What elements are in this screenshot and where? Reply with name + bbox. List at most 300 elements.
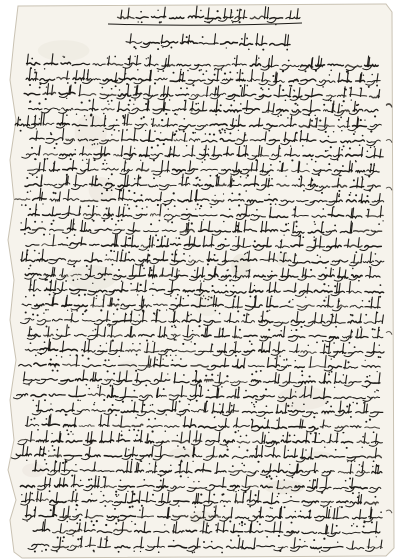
ink-dot	[29, 101, 31, 103]
ink-dot	[316, 342, 318, 344]
ink-dot	[47, 158, 49, 160]
ink-dot	[157, 239, 159, 241]
ink-dot	[32, 313, 34, 315]
ink-dot	[174, 113, 176, 115]
ink-dot	[309, 480, 310, 481]
ink-dot	[198, 103, 200, 105]
ink-dot	[115, 494, 117, 496]
ink-dot	[345, 480, 347, 482]
ink-dot	[227, 449, 229, 451]
ink-dot	[153, 159, 155, 161]
ink-dot	[75, 464, 76, 465]
ink-dot	[271, 178, 273, 180]
ink-dot	[346, 121, 348, 123]
ink-dot	[170, 295, 172, 297]
ink-dot	[76, 114, 77, 115]
ink-dot	[111, 298, 112, 299]
ink-dot	[265, 389, 267, 391]
ink-dot	[244, 491, 246, 493]
ink-dot	[293, 208, 295, 210]
ink-dot	[88, 479, 90, 481]
ink-dot	[70, 431, 72, 433]
ink-dot	[169, 99, 170, 100]
ink-dot	[254, 240, 256, 242]
ink-dot	[244, 145, 245, 146]
ink-dot	[130, 283, 132, 285]
ink-dot	[80, 480, 82, 482]
ink-dot	[66, 98, 67, 99]
ink-dot	[354, 460, 355, 461]
ink-dot	[98, 385, 99, 386]
ink-dot	[105, 524, 107, 526]
ink-dot	[157, 204, 159, 206]
ink-dot	[333, 342, 335, 344]
ink-dot	[233, 100, 235, 102]
ink-dot	[20, 130, 22, 132]
ink-dot	[343, 374, 345, 376]
ink-dot	[80, 400, 81, 401]
ink-dot	[200, 205, 202, 207]
ink-dot	[314, 432, 315, 433]
ink-dot	[220, 132, 222, 134]
ink-dot	[349, 478, 351, 480]
ink-dot	[192, 148, 193, 149]
ink-dot	[173, 72, 175, 74]
ink-dot	[136, 354, 138, 356]
ink-dot	[362, 436, 364, 438]
ink-dot	[262, 49, 264, 51]
ink-dot	[140, 11, 142, 13]
ink-dot	[213, 134, 215, 136]
ink-dot	[107, 100, 109, 102]
ink-dot	[89, 388, 90, 389]
ink-dot	[153, 177, 155, 179]
ink-dot	[311, 159, 313, 161]
ink-dot	[154, 418, 156, 420]
ink-dot	[98, 476, 100, 478]
ink-dot	[234, 431, 236, 433]
ink-dot	[199, 179, 201, 181]
ink-dot	[75, 489, 77, 491]
ink-dot	[368, 86, 370, 88]
ink-dot	[96, 295, 98, 297]
ink-dot	[213, 494, 215, 496]
paper-stain	[306, 451, 332, 459]
ink-dot	[130, 314, 132, 316]
ink-dot	[310, 269, 312, 271]
ink-dot	[106, 163, 107, 164]
ink-dot	[305, 449, 307, 451]
ink-dot	[241, 463, 243, 465]
ink-dot	[239, 329, 241, 331]
ink-dot	[296, 226, 298, 228]
ink-dot	[247, 252, 249, 254]
ink-dot	[157, 144, 159, 146]
ink-dot	[67, 521, 69, 523]
ink-dot	[183, 118, 185, 120]
ink-dot	[240, 435, 242, 437]
ink-dot	[115, 523, 117, 525]
ink-dot	[216, 88, 218, 90]
ink-dot	[341, 506, 343, 508]
ink-dot	[29, 265, 31, 267]
ink-dot	[45, 279, 47, 281]
ink-dot	[91, 478, 93, 480]
ink-dot	[279, 147, 281, 149]
ink-dot	[251, 402, 253, 404]
ink-dot	[174, 325, 176, 327]
ink-dot	[354, 346, 356, 348]
ink-dot	[31, 493, 33, 495]
ink-dot	[129, 99, 131, 101]
ink-dot	[186, 223, 188, 225]
ink-dot	[369, 375, 371, 377]
ink-dot	[187, 70, 189, 72]
ink-dot	[224, 73, 226, 75]
ink-dot	[158, 71, 159, 72]
ink-dot	[173, 192, 175, 194]
ink-dot	[322, 491, 323, 492]
ink-dot	[358, 280, 360, 282]
ink-dot	[29, 208, 31, 210]
ink-dot	[268, 88, 270, 90]
ink-dot	[200, 494, 202, 496]
ink-dot	[290, 85, 292, 87]
ink-dot	[177, 294, 179, 296]
ink-dot	[319, 120, 321, 122]
ink-dot	[133, 104, 134, 105]
ink-dot	[100, 309, 102, 311]
ink-dot	[196, 400, 198, 402]
ink-dot	[222, 328, 224, 330]
ink-dot	[214, 506, 215, 507]
ink-dot	[133, 493, 135, 495]
ink-dot	[67, 82, 69, 84]
ink-dot	[195, 506, 196, 507]
ink-dot	[72, 279, 74, 281]
ink-dot	[323, 538, 325, 540]
ink-dot	[68, 327, 70, 329]
ink-dot	[292, 402, 294, 404]
ink-dot	[249, 295, 251, 297]
ink-dot	[277, 496, 278, 497]
ink-dot	[143, 404, 145, 406]
ink-dot	[305, 70, 307, 72]
ink-dot	[370, 131, 372, 133]
ink-dot	[159, 176, 160, 177]
ink-dot	[233, 285, 235, 287]
ink-dot	[211, 541, 213, 543]
ink-dot	[290, 496, 292, 498]
ink-dot	[344, 88, 346, 90]
ink-dot	[111, 100, 113, 102]
ink-dot	[343, 145, 345, 147]
ink-dot	[284, 506, 286, 508]
ink-dot	[227, 269, 229, 271]
ink-dot	[175, 326, 177, 328]
ink-dot	[367, 209, 369, 211]
ink-dot	[205, 375, 207, 377]
ink-dot	[364, 522, 365, 523]
ink-dot	[134, 148, 135, 149]
ink-dot	[207, 389, 209, 391]
ink-dot	[96, 298, 97, 299]
ink-dot	[64, 56, 65, 57]
ink-dot	[302, 145, 304, 147]
ink-dot	[315, 118, 317, 120]
ink-dot	[382, 220, 383, 221]
ink-dot	[93, 550, 95, 552]
ink-dot	[278, 493, 280, 495]
ink-dot	[109, 325, 110, 326]
ink-dot	[349, 342, 351, 344]
ink-dot	[311, 179, 313, 181]
ink-dot	[276, 476, 278, 478]
ink-dot	[110, 385, 112, 387]
ink-dot	[164, 524, 165, 525]
ink-dot	[355, 160, 356, 161]
ink-dot	[187, 295, 189, 297]
ink-dot	[205, 133, 206, 134]
ink-dot	[97, 387, 99, 389]
ink-dot	[251, 419, 253, 421]
ink-dot	[334, 225, 336, 227]
ink-dot	[199, 294, 201, 296]
ink-dot	[339, 194, 340, 195]
ink-dot	[319, 433, 320, 434]
ink-dot	[43, 234, 45, 236]
paper-stain	[276, 252, 288, 266]
ink-dot	[191, 341, 192, 342]
ink-dot	[369, 266, 370, 267]
ink-dot	[279, 161, 281, 163]
ink-dot	[375, 253, 377, 255]
ink-dot	[53, 192, 55, 194]
paper-stain	[231, 254, 250, 279]
ink-dot	[114, 129, 116, 131]
ink-dot	[346, 447, 348, 449]
ink-dot	[184, 449, 185, 450]
ink-dot	[356, 526, 358, 528]
ink-dot	[120, 479, 122, 481]
ink-dot	[278, 535, 280, 537]
ink-dot	[139, 314, 140, 315]
ink-dot	[137, 69, 139, 71]
ink-dot	[157, 10, 158, 11]
ink-dot	[217, 389, 219, 391]
ink-dot	[134, 523, 136, 525]
ink-dot	[124, 204, 125, 205]
ink-dot	[128, 104, 130, 106]
ink-dot	[171, 221, 173, 223]
ink-dot	[215, 524, 217, 526]
ink-dot	[183, 374, 185, 376]
ink-dot	[268, 130, 270, 132]
ink-dot	[159, 21, 161, 23]
ink-dot	[25, 296, 27, 298]
ink-dot	[129, 158, 131, 160]
ink-dot	[266, 405, 268, 407]
ink-dot	[111, 189, 113, 191]
ink-dot	[325, 402, 327, 404]
ink-dot	[255, 371, 257, 373]
ink-dot	[90, 114, 92, 116]
ink-dot	[200, 10, 201, 11]
ink-dot	[240, 103, 242, 105]
ink-dot	[150, 223, 152, 225]
ink-dot	[325, 150, 327, 152]
ink-dot	[137, 294, 138, 295]
ink-dot	[364, 119, 365, 120]
ink-dot	[92, 330, 93, 331]
ink-dot	[156, 359, 158, 361]
ink-dot	[44, 459, 46, 461]
ink-dot	[195, 132, 196, 133]
ink-dot	[255, 401, 257, 403]
ink-dot	[291, 159, 293, 161]
ink-dot	[211, 374, 213, 376]
ink-dot	[238, 430, 240, 432]
paper-stain	[75, 114, 107, 150]
ink-dot	[374, 329, 376, 331]
ink-dot	[233, 180, 235, 182]
ink-dot	[288, 60, 290, 62]
ink-dot	[206, 70, 208, 72]
ink-dot	[192, 84, 194, 86]
ink-dot	[335, 449, 337, 451]
ink-dot	[180, 475, 182, 477]
ink-dot	[304, 541, 305, 542]
ink-dot	[204, 159, 206, 161]
ink-dot	[21, 204, 23, 206]
ink-dot	[338, 190, 340, 192]
ink-dot	[57, 370, 59, 372]
ink-dot	[81, 102, 83, 104]
ink-dot	[116, 119, 118, 121]
ink-dot	[113, 313, 114, 314]
ink-dot	[30, 284, 31, 285]
ink-dot	[102, 163, 104, 165]
ink-dot	[134, 551, 135, 552]
ink-dot	[300, 510, 302, 512]
ink-dot	[151, 118, 152, 119]
ink-dot	[126, 314, 127, 315]
ink-dot	[52, 445, 54, 447]
ink-dot	[336, 525, 338, 527]
ink-dot	[285, 252, 287, 254]
ink-dot	[175, 355, 176, 356]
ink-dot	[288, 223, 289, 224]
ink-dot	[333, 356, 335, 358]
ink-dot	[36, 176, 38, 178]
ink-dot	[167, 221, 168, 222]
ink-dot	[138, 178, 140, 180]
ink-dot	[136, 205, 138, 207]
ink-dot	[331, 314, 332, 315]
ink-dot	[209, 133, 211, 135]
ink-dot	[170, 148, 171, 149]
ink-dot	[145, 103, 147, 105]
ink-dot	[294, 103, 296, 105]
ink-dot	[84, 310, 86, 312]
ink-dot	[367, 151, 369, 153]
ink-dot	[86, 265, 88, 267]
ink-dot	[338, 300, 340, 302]
ink-dot	[284, 479, 286, 481]
ink-dot	[183, 446, 185, 448]
ink-dot	[370, 147, 372, 149]
ink-dot	[371, 74, 373, 76]
ink-dot	[114, 508, 116, 510]
ink-dot	[39, 118, 40, 119]
ink-dot	[282, 89, 284, 91]
ink-dot	[34, 71, 36, 73]
ink-dot	[92, 219, 93, 220]
ink-dot	[21, 494, 22, 495]
ink-dot	[30, 328, 32, 330]
ink-dot	[347, 461, 348, 462]
ink-dot	[94, 159, 96, 161]
ink-dot	[132, 343, 133, 344]
ink-dot	[353, 402, 354, 403]
ink-stroke	[289, 427, 306, 428]
ink-dot	[129, 429, 131, 431]
ink-dot	[268, 329, 270, 331]
ink-dot	[192, 132, 194, 134]
ink-dot	[328, 374, 330, 376]
ink-dot	[117, 220, 119, 222]
ink-dot	[95, 479, 96, 480]
ink-dot	[329, 372, 330, 373]
ink-dot	[148, 418, 150, 420]
ink-dot	[229, 520, 231, 522]
ink-dot	[238, 389, 239, 390]
ink-dot	[331, 371, 333, 373]
ink-dot	[369, 189, 371, 191]
ink-dot	[50, 133, 52, 135]
ink-dot	[354, 131, 355, 132]
ink-dot	[156, 315, 158, 317]
ink-dot	[121, 430, 122, 431]
ink-dot	[291, 118, 293, 120]
ink-dot	[205, 329, 207, 331]
ink-dot	[20, 222, 21, 223]
ink-dot	[353, 523, 354, 524]
ink-dot	[269, 310, 270, 311]
ink-dot	[129, 506, 131, 508]
ink-dot	[373, 460, 375, 462]
ink-dot	[367, 195, 369, 197]
ink-dot	[139, 343, 141, 345]
ink-dot	[88, 100, 90, 102]
ink-dot	[134, 192, 136, 194]
ink-dot	[295, 221, 297, 223]
ink-dot	[128, 238, 129, 239]
ink-dot	[350, 192, 351, 193]
ink-dot	[223, 193, 224, 194]
ink-dot	[150, 405, 151, 406]
ink-dot	[340, 117, 342, 119]
ink-dot	[103, 220, 105, 222]
ink-dot	[210, 175, 212, 177]
ink-dot	[218, 177, 220, 179]
ink-dot	[139, 509, 141, 511]
ink-dot	[237, 10, 239, 12]
ink-dot	[286, 493, 287, 494]
ink-dot	[145, 130, 146, 131]
ink-dot	[377, 371, 378, 372]
ink-dot	[141, 460, 143, 462]
